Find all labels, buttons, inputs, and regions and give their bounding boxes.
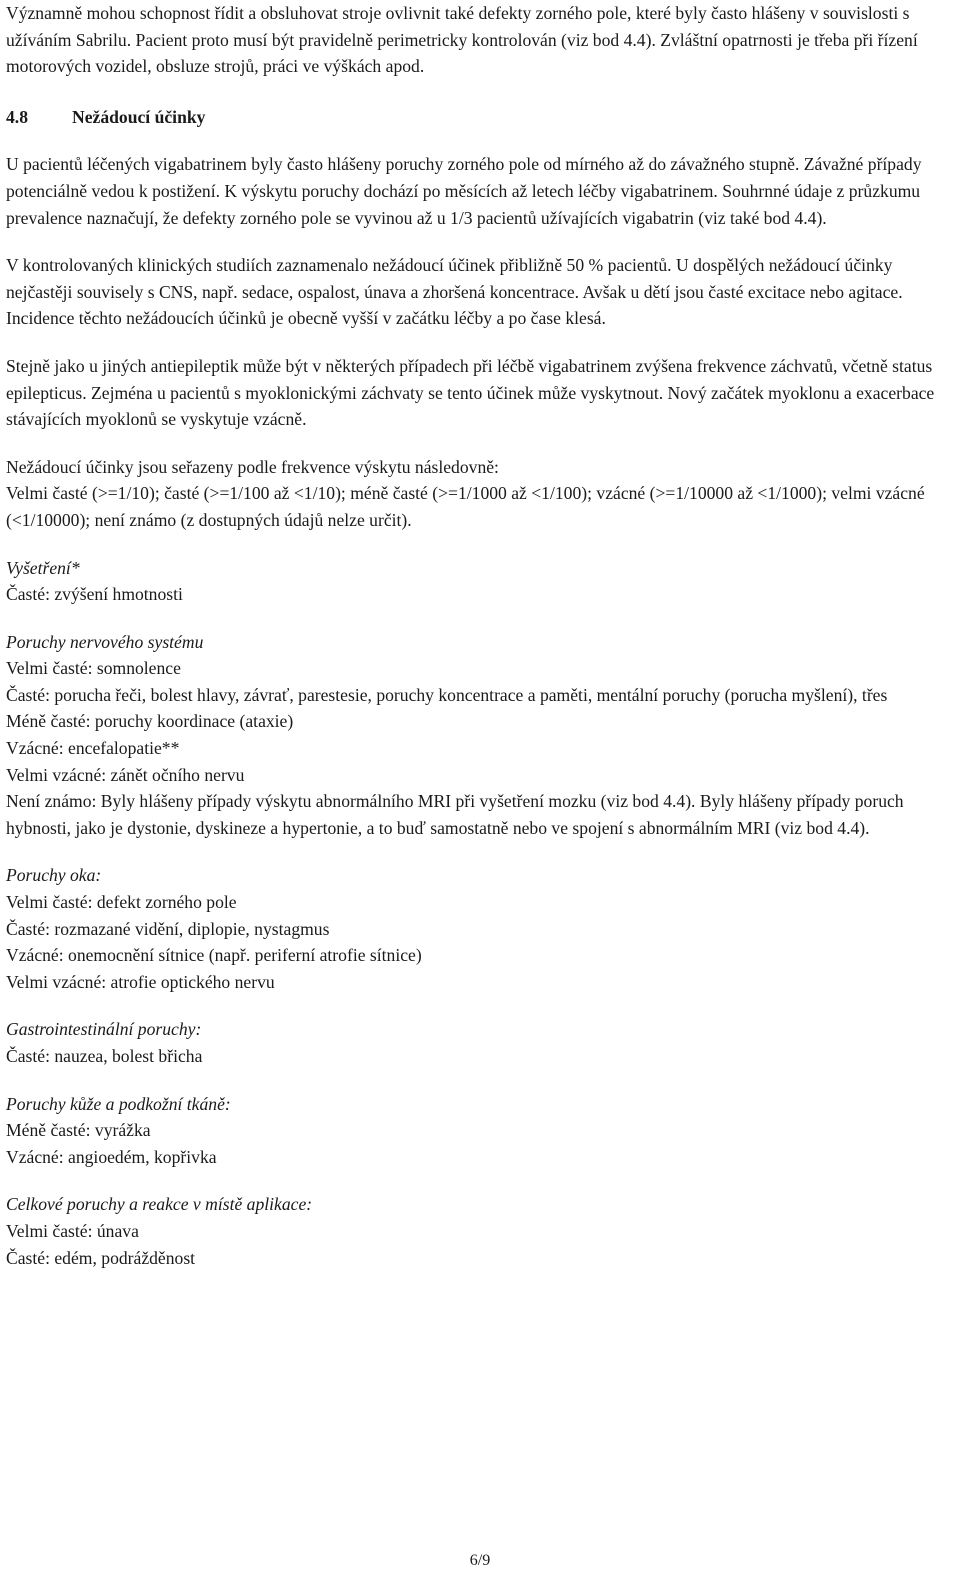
category-item: Časté: nauzea, bolest břicha — [6, 1046, 203, 1066]
category-title: Vyšetření* — [6, 557, 80, 578]
spacer — [6, 231, 946, 252]
spacer — [6, 332, 946, 353]
spacer — [6, 135, 946, 151]
category-item: Časté: porucha řeči, bolest hlavy, závrať, parestesie, poruchy koncentrace a paměti, mentální poruchy (porucha myšlení), třes — [6, 684, 888, 705]
category-block — [6, 1016, 946, 1069]
category-item: Vzácné: encefalopatie** — [6, 738, 180, 759]
body-paragraph: V kontrolovaných klinických studiích zaznamenalo nežádoucí účinek přibližně 50 % pacientů. U dospělých nežádoucí účinky nejčastěji souvisely s CNS, např. sedace, ospalost, únava a zhoršená koncentrace. Avšak u dětí jsou časté excitace nebo agitace. Incidence těchto nežádoucích účinků je obecně vyšší v začátku léčby a po čase klesá. — [6, 255, 903, 329]
category-title: Poruchy oka: — [6, 865, 102, 886]
spacer — [6, 995, 946, 1016]
category-block — [6, 629, 946, 842]
category-block — [6, 862, 946, 995]
category-block — [6, 1191, 946, 1271]
category-block — [6, 555, 946, 608]
category-item: Vzácné: onemocnění sítnice (např. periferní atrofie sítnice) — [6, 945, 422, 966]
document-page — [6, 0, 946, 1271]
category-block — [6, 1091, 946, 1171]
category-title: Poruchy nervového systému — [6, 631, 204, 652]
page-number: 6/9 — [469, 1552, 491, 1569]
body-paragraph: Stejně jako u jiných antiepileptik může být v některých případech při léčbě vigabatrinem zvýšena frekvence záchvatů, včetně status epilepticus. Zejména u pacientů s myoklonickými záchvaty se tento účinek může vyskytnout. Nový začátek myoklonu a exacerbace stávajících myoklonů se vyskytuje vzácně. — [6, 355, 935, 430]
spacer — [6, 1070, 946, 1091]
category-title: Poruchy kůže a podkožní tkáně: — [6, 1093, 231, 1114]
category-item: Velmi časté: defekt zorného pole — [6, 892, 237, 913]
category-item: Velmi časté: únava — [6, 1220, 139, 1241]
frequency-definition: Velmi časté (>=1/10); časté (>=1/100 až <1/10); méně časté (>=1/1000 až <1/100); vzácné (>=1/10000 až <1/1000); velmi vzácné (<1/10000); není známo (z dostupných údajů nelze určit). — [6, 483, 925, 530]
section-number: 4.8 — [6, 106, 28, 127]
spacer — [6, 433, 946, 454]
category-item: Není známo: Byly hlášeny případy výskytu abnormálního MRI při vyšetření mozku (viz bod 4.4). Byly hlášeny případy poruch hybnosti, jako je dystonie, dyskineze a hypertonie, a to buď samostatně nebo ve spojení s abnormálním MRI (viz bod 4.4). — [6, 791, 904, 838]
section-heading — [6, 104, 946, 131]
category-item: Velmi vzácné: zánět očního nervu — [6, 764, 245, 785]
spacer — [6, 841, 946, 862]
category-item: Velmi vzácné: atrofie optického nervu — [6, 971, 275, 992]
category-item: Časté: edém, podrážděnost — [6, 1247, 196, 1268]
spacer — [6, 608, 946, 629]
category-title: Gastrointestinální poruchy: — [6, 1019, 202, 1040]
category-item: Vzácné: angioedém, kopřivka — [6, 1146, 217, 1167]
spacer — [6, 534, 946, 555]
category-item: Méně časté: vyrážka — [6, 1120, 151, 1141]
spacer — [6, 1170, 946, 1191]
spacer — [6, 80, 946, 101]
category-item: Časté: rozmazané vidění, diplopie, nystagmus — [6, 918, 330, 939]
body-paragraph: U pacientů léčených vigabatrinem byly často hlášeny poruchy zorného pole od mírného až do závažného stupně. Závažné případy potenciálně vedou k postižení. K výskytu poruchy dochází po měsících až letech léčby vigabatrinem. Souhrnné údaje z průzkumu prevalence naznačují, že defekty zorného pole se vyvinou až u 1/3 pacientů užívajících vigabatrin (viz také bod 4.4). — [6, 154, 922, 228]
category-item: Velmi časté: somnolence — [6, 658, 181, 679]
frequency-intro: Nežádoucí účinky jsou seřazeny podle frekvence výskytu následovně: — [6, 456, 499, 477]
intro-paragraph: Významně mohou schopnost řídit a obsluhovat stroje ovlivnit také defekty zorného pole, které byly často hlášeny v souvislosti s užíváním Sabrilu. Pacient proto musí být pravidelně perimetricky kontrolován (viz bod 4.4). Zvláštní opatrnosti je třeba při řízení motorových vozidel, obsluze strojů, práci ve výškách apod. — [6, 3, 918, 77]
category-title: Celkové poruchy a reakce v místě aplikace: — [6, 1194, 313, 1215]
category-item: Časté: zvýšení hmotnosti — [6, 584, 183, 605]
section-title: Nežádoucí účinky — [72, 106, 206, 127]
category-item: Méně časté: poruchy koordinace (ataxie) — [6, 711, 294, 732]
